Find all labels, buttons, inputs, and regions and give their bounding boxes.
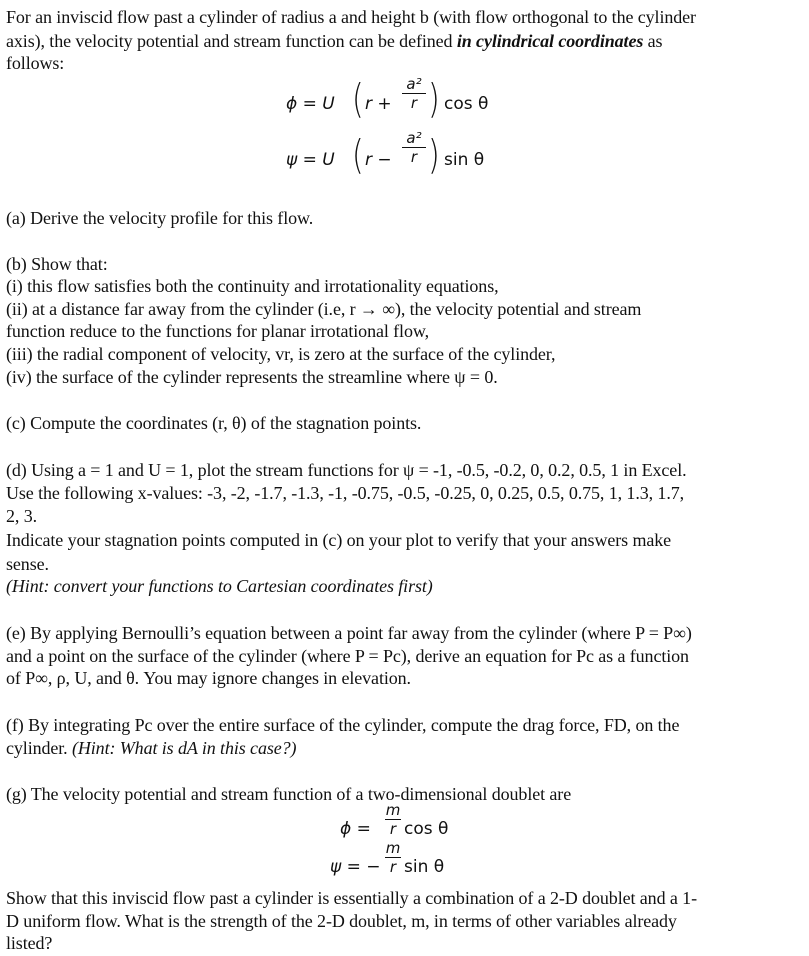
intro-line-2 (6, 30, 662, 52)
part-a: (a) Derive the velocity profile for this flow. (6, 208, 314, 228)
phi-right-paren: ) (428, 75, 440, 124)
part-b-ii-1: (ii) at a distance far away from the cylinder (i.e, r → ∞), the velocity potential and stream (6, 299, 642, 319)
intro-emphasis: in cylindrical coordinates (456, 31, 644, 51)
psi-fraction-den: r (410, 148, 418, 166)
part-d-line-2: Use the following x-values: -3, -2, -1.7, -1.3, -1, -0.75, -0.5, -0.25, 0, 0.25, 0.5, 0.75, 1, 1.3, 1.7, (6, 483, 685, 503)
part-c: (c) Compute the coordinates (r, θ) of the stagnation points. (6, 413, 422, 433)
part-g-line-2: Show that this inviscid flow past a cylinder is essentially a combination of a 2-D doublet and a 1- (6, 888, 697, 908)
doublet-psi-fraction (385, 840, 401, 875)
part-e-line-1: (e) By applying Bernoulli’s equation between a point far away from the cylinder (where P = P∞) (6, 623, 692, 643)
doublet-phi-num: m (385, 801, 401, 819)
psi-inner: r − (365, 150, 392, 170)
doublet-phi-trig: cos θ (404, 819, 449, 839)
part-f-line-1: (f) By integrating Pc over the entire surface of the cylinder, compute the drag force, FD, on the (6, 715, 680, 735)
doublet-psi-num: m (385, 839, 401, 857)
part-g-line-1: (g) The velocity potential and stream function of a two-dimensional doublet are (6, 784, 572, 804)
doublet-psi-lhs: ψ = − (330, 857, 381, 877)
psi-lhs: ψ = U (286, 150, 335, 170)
part-b-iii: (iii) the radial component of velocity, vr, is zero at the surface of the cylinder, (6, 344, 556, 364)
phi-left-paren: ( (352, 75, 364, 124)
intro-line-1: For an inviscid flow past a cylinder of radius a and height b (with flow orthogonal to the cylinder (6, 7, 696, 27)
intro-line-2c: as (643, 31, 663, 51)
doublet-psi-den: r (389, 858, 397, 876)
psi-fraction (402, 130, 426, 165)
part-e-line-2: and a point on the surface of the cylinder (where P = Pc), derive an equation for Pc as a function (6, 646, 689, 666)
part-d-line-1: (d) Using a = 1 and U = 1, plot the stream functions for ψ = -1, -0.5, -0.2, 0, 0.2, 0.5, 1 in Excel. (6, 460, 687, 480)
doublet-phi-fraction (385, 802, 401, 837)
phi-inner: r + (365, 94, 392, 114)
phi-trig: cos θ (444, 94, 489, 114)
part-b-i: (i) this flow satisfies both the continuity and irrotationality equations, (6, 276, 499, 296)
part-d-line-3: 2, 3. (6, 506, 38, 526)
part-g-line-4: listed? (6, 933, 53, 953)
part-b-ii-2: function reduce to the functions for planar irrotational flow, (6, 321, 429, 341)
doublet-phi-den: r (389, 820, 397, 838)
part-b-head: (b) Show that: (6, 254, 108, 274)
part-d-line-4: Indicate your stagnation points computed in (c) on your plot to verify that your answers make (6, 530, 672, 550)
part-f-hint: (Hint: What is dA in this case?) (71, 738, 297, 758)
phi-fraction-den: r (410, 94, 418, 112)
doublet-psi-trig: sin θ (404, 857, 445, 877)
part-g-line-3: D uniform flow. What is the strength of the 2-D doublet, m, in terms of other variables already (6, 911, 677, 931)
phi-fraction (402, 76, 426, 111)
part-f-line-2 (6, 737, 296, 759)
phi-fraction-num: a² (406, 75, 422, 93)
psi-left-paren: ( (352, 131, 364, 180)
doublet-phi-lhs: ϕ = (340, 819, 371, 839)
part-b-iv: (iv) the surface of the cylinder represents the streamline where ψ = 0. (6, 367, 498, 387)
part-f-line-2a: cylinder. (6, 738, 72, 758)
psi-right-paren: ) (428, 131, 440, 180)
part-e-line-3: of P∞, ρ, U, and θ. You may ignore changes in elevation. (6, 668, 411, 688)
phi-lhs: ϕ = U (286, 94, 335, 114)
intro-line-2a: axis), the velocity potential and stream function can be defined (6, 31, 457, 51)
intro-line-3: follows: (6, 53, 65, 73)
part-d-line-5: sense. (6, 554, 49, 574)
psi-trig: sin θ (444, 150, 485, 170)
part-d-hint: (Hint: convert your functions to Cartesian coordinates first) (6, 576, 433, 596)
psi-fraction-num: a² (406, 129, 422, 147)
